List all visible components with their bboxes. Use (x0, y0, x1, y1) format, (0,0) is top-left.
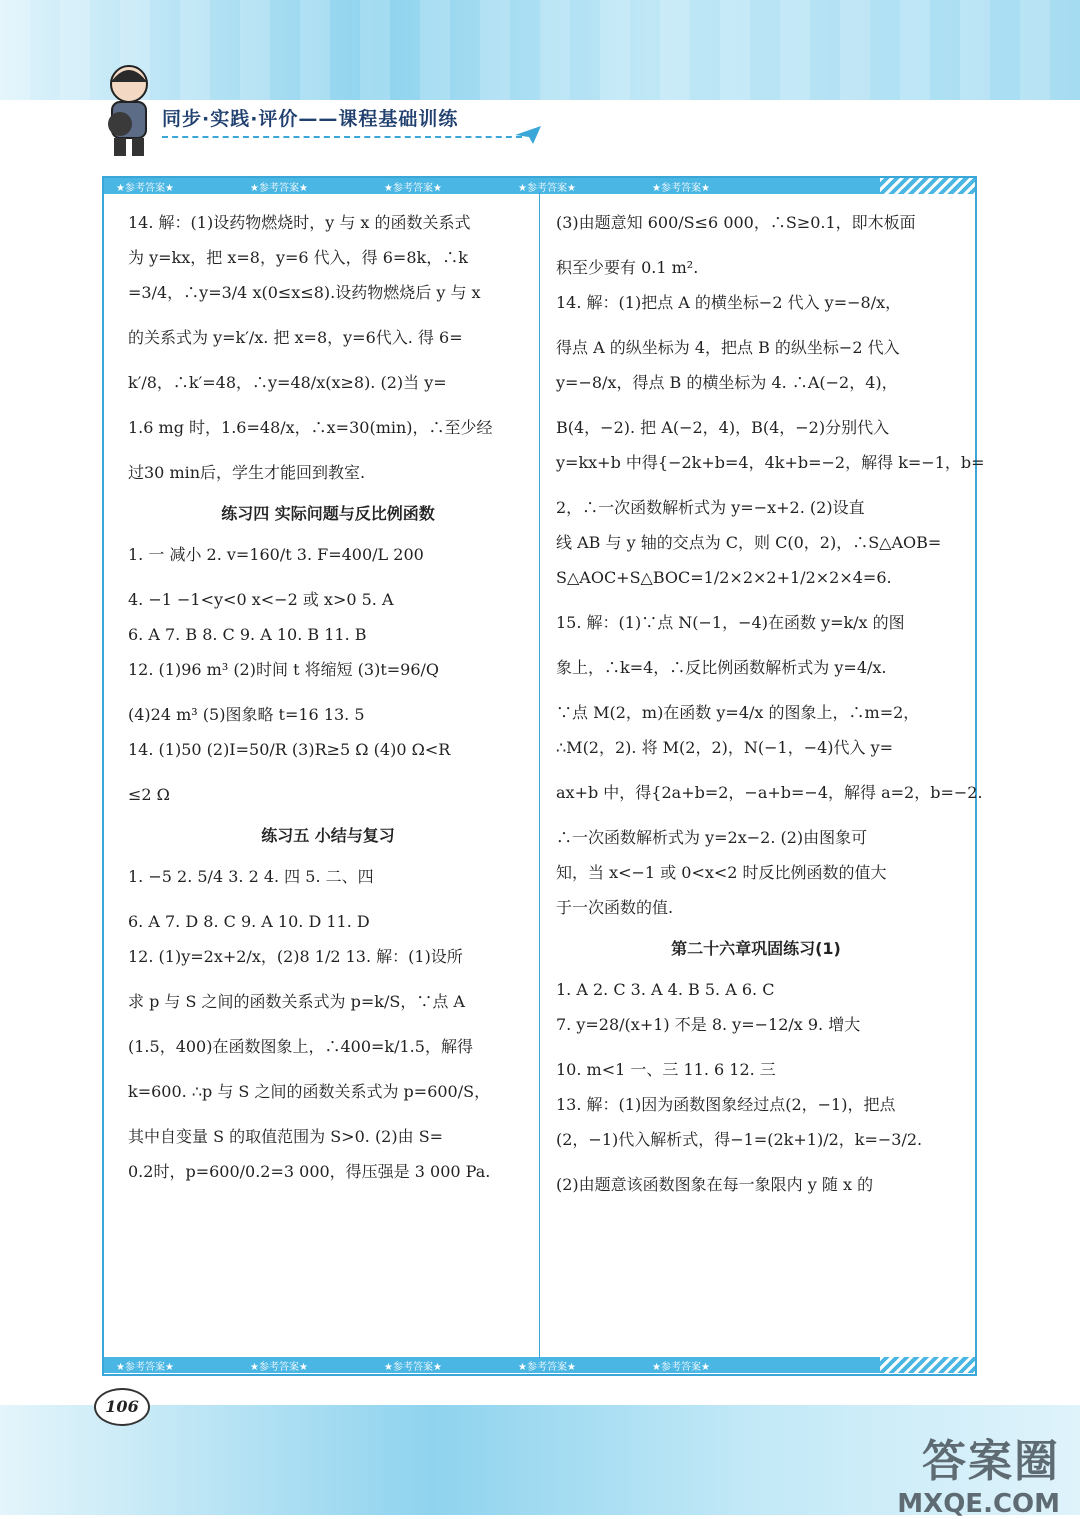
answer-line: k′/8，∴k′=48，∴y=48/x(x≥8). (2)当 y= (128, 373, 447, 392)
watermark-cn: 答案圈 (922, 1436, 1060, 1487)
column-divider (539, 192, 540, 1359)
strip-label: ★参考答案★ (250, 183, 308, 194)
answer-line: 7. y=28/(x+1) 不是 8. y=−12/x 9. 增大 (556, 1015, 861, 1034)
answer-line: 积至少要有 0.1 m². (556, 258, 699, 277)
answer-line: ∴M(2，2). 将 M(2，2)，N(−1，−4)代入 y= (556, 738, 894, 757)
section-heading: 第二十六章巩固练习(1) (671, 939, 841, 958)
top-decorative-banner (0, 0, 1080, 100)
strip-label: ★参考答案★ (116, 1362, 174, 1373)
answer-line: ax+b 中，得{2a+b=2，−a+b=−4，解得 a=2，b=−2. (556, 783, 983, 802)
section-heading: 练习五 小结与复习 (261, 826, 395, 845)
strip-label: ★参考答案★ (116, 183, 174, 194)
answer-line: ∴一次函数解析式为 y=2x−2. (2)由图象可 (556, 828, 868, 847)
answer-line: 6. A 7. D 8. C 9. A 10. D 11. D (128, 912, 370, 931)
answer-line: 于一次函数的值. (556, 898, 674, 917)
answer-line: 10. m<1 一、三 11. 6 12. 三 (556, 1060, 776, 1079)
answer-line: B(4，−2). 把 A(−2，4)，B(4，−2)分别代入 (556, 418, 890, 437)
bottom-answer-strip (104, 1357, 975, 1373)
strip-label: ★参考答案★ (384, 1362, 442, 1373)
answer-line: 的关系式为 y=k′/x. 把 x=8，y=6代入. 得 6= (128, 328, 463, 347)
strip-label: ★参考答案★ (518, 183, 576, 194)
answer-line: =3/4，∴y=3/4 x(0≤x≤8).设药物燃烧后 y 与 x (128, 283, 481, 302)
answer-line: 15. 解：(1)∵点 N(−1，−4)在函数 y=k/x 的图 (556, 613, 905, 632)
right-answer-column (556, 205, 985, 1202)
header-underline (162, 136, 522, 138)
strip-label: ★参考答案★ (652, 183, 710, 194)
answer-line: 14. 解：(1)把点 A 的横坐标−2 代入 y=−8/x， (556, 293, 902, 312)
answer-line: ∵点 M(2，m)在函数 y=4/x 的图象上，∴m=2， (556, 703, 920, 722)
answer-line: 12. (1)96 m³ (2)时间 t 将缩短 (3)t=96/Q (128, 660, 440, 679)
answer-line: (4)24 m³ (5)图象略 t=16 13. 5 (128, 705, 365, 724)
paper-plane-icon (515, 126, 541, 144)
answer-line: 0.2时，p=600/0.2=3 000，得压强是 3 000 Pa. (128, 1162, 491, 1181)
site-watermark (897, 1425, 1060, 1519)
answer-line: (2，−1)代入解析式，得−1=(2k+1)/2，k=−3/2. (556, 1130, 923, 1149)
answer-line: 6. A 7. B 8. C 9. A 10. B 11. B (128, 625, 367, 644)
answer-line: (1.5，400)在函数图象上，∴400=k/1.5，解得 (128, 1037, 473, 1056)
answer-line: S△AOC+S△BOC=1/2×2×2+1/2×2×4=6. (556, 568, 892, 587)
answer-line: 14. (1)50 (2)I=50/R (3)R≥5 Ω (4)0 Ω<R (128, 740, 451, 759)
strip-label: ★参考答案★ (384, 183, 442, 194)
answer-line: 知，当 x<−1 或 0<x<2 时反比例函数的值大 (556, 863, 887, 882)
mascot-illustration (98, 62, 160, 160)
answer-line: y=−8/x，得点 B 的横坐标为 4. ∴A(−2，4)， (556, 373, 898, 392)
strip-hatch (880, 1357, 975, 1373)
answer-line: 12. (1)y=2x+2/x，(2)8 1/2 13. 解：(1)设所 (128, 947, 463, 966)
strip-label: ★参考答案★ (518, 1362, 576, 1373)
answer-line: 象上，∴k=4，∴反比例函数解析式为 y=4/x. (556, 658, 887, 677)
answer-line: 为 y=kx，把 x=8，y=6 代入，得 6=8k，∴k (128, 248, 468, 267)
answer-line: 1. 一 减小 2. v=160/t 3. F=400/L 200 (128, 545, 424, 564)
answer-line: 13. 解：(1)因为函数图象经过点(2，−1)，把点 (556, 1095, 896, 1114)
answer-line: 1. −5 2. 5/4 3. 2 4. 四 5. 二、四 (128, 867, 374, 886)
answer-line: ≤2 Ω (128, 785, 170, 804)
answer-line: 1.6 mg 时，1.6=48/x，∴x=30(min)，∴至少经 (128, 418, 493, 437)
answer-line: 4. −1 −1<y<0 x<−2 或 x>0 5. A (128, 590, 394, 609)
page-header-title: 同步·实践·评价——课程基础训练 (162, 108, 459, 130)
answer-line: k=600. ∴p 与 S 之间的函数关系式为 p=600/S， (128, 1082, 491, 1101)
strip-label: ★参考答案★ (250, 1362, 308, 1373)
watermark-en: MXQE.COM (897, 1489, 1060, 1519)
page-number: 106 (94, 1388, 150, 1426)
answer-line: 线 AB 与 y 轴的交点为 C，则 C(0，2)，∴S△AOB= (556, 533, 942, 552)
strip-label: ★参考答案★ (652, 1362, 710, 1373)
answer-line: y=kx+b 中得{−2k+b=4，4k+b=−2，解得 k=−1，b= (556, 453, 985, 472)
answer-line: 求 p 与 S 之间的函数关系式为 p=k/S，∵点 A (128, 992, 465, 1011)
answer-line: 过30 min后，学生才能回到教室. (128, 463, 366, 482)
answer-line: 1. A 2. C 3. A 4. B 5. A 6. C (556, 980, 775, 999)
answer-line: (2)由题意该函数图象在每一象限内 y 随 x 的 (556, 1175, 874, 1194)
answer-line: 其中自变量 S 的取值范围为 S>0. (2)由 S= (128, 1127, 444, 1146)
strip-hatch (880, 178, 975, 194)
answer-line: 2，∴一次函数解析式为 y=−x+2. (2)设直 (556, 498, 865, 517)
answer-line: (3)由题意知 600/S≤6 000，∴S≥0.1，即木板面 (556, 213, 916, 232)
answer-line: 14. 解：(1)设药物燃烧时，y 与 x 的函数关系式 (128, 213, 471, 232)
left-answer-column (128, 205, 528, 1189)
section-heading: 练习四 实际问题与反比例函数 (221, 504, 435, 523)
answer-line: 得点 A 的纵坐标为 4，把点 B 的纵坐标−2 代入 (556, 338, 900, 357)
